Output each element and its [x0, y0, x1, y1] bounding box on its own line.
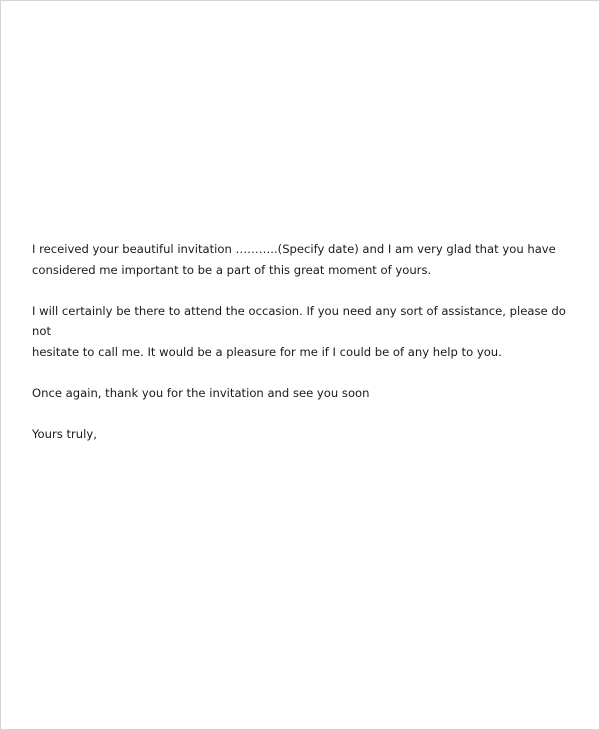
paragraph-line: I will certainly be there to attend the occasion. If you need any sort of assistance, please do not [32, 303, 566, 338]
paragraph-invitation-received [32, 239, 577, 280]
paragraph-thanks [32, 383, 577, 404]
closing-text: Yours truly, [32, 426, 97, 441]
paragraph-line: Once again, thank you for the invitation and see you soon [32, 385, 370, 400]
paragraph-line: considered me important to be a part of this great moment of yours. [32, 262, 432, 277]
letter-body [32, 239, 577, 465]
closing-signoff [32, 424, 577, 445]
paragraph-line: hesitate to call me. It would be a pleasure for me if I could be of any help to you. [32, 344, 502, 359]
paragraph-attendance [32, 301, 577, 363]
paragraph-line: I received your beautiful invitation ………..(Specify date) and I am very glad that you have [32, 242, 556, 256]
